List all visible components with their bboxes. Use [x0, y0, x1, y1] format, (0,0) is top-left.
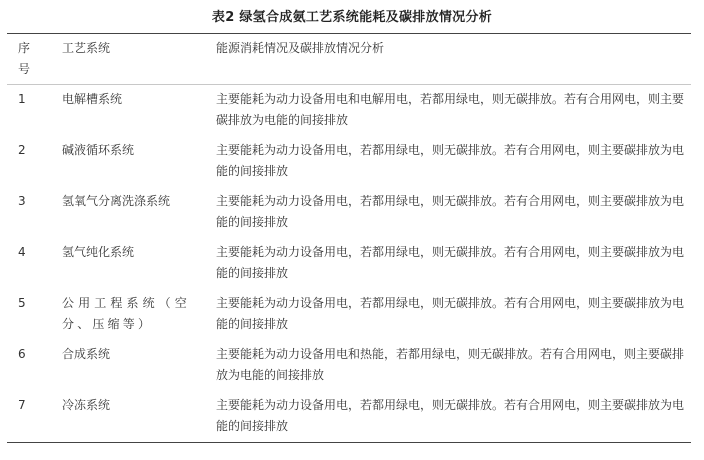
table-header-row: [7, 34, 691, 85]
row-no: 3: [18, 194, 26, 208]
row-system: 氢氧气分离洗涤系统: [62, 194, 171, 208]
row-system: 冷冻系统: [62, 398, 111, 412]
row-system: 碱液循环系统: [62, 143, 135, 157]
table-title: 表2 绿氢合成氨工艺系统能耗及碳排放情况分析: [211, 10, 493, 25]
table-row: [7, 238, 691, 289]
row-no: 6: [18, 347, 26, 361]
row-system: 氢气纯化系统: [62, 245, 135, 259]
row-no: 7: [18, 398, 26, 412]
table-row: [7, 391, 691, 442]
table-row: [7, 85, 691, 136]
row-analysis: 主要能耗为动力设备用电，若都用绿电，则无碳排放。若有合用网电，则主要碳排放为电能的间接排放: [216, 398, 685, 433]
table-row: [7, 289, 691, 340]
row-analysis: 主要能耗为动力设备用电，若都用绿电，则无碳排放。若有合用网电，则主要碳排放为电能的间接排放: [216, 143, 685, 178]
row-system: 电解槽系统: [62, 92, 123, 106]
row-analysis: 主要能耗为动力设备用电和电解用电，若都用绿电，则无碳排放。若有合用网电，则主要碳排放为电能的间接排放: [216, 92, 685, 127]
row-system: 合成系统: [62, 347, 111, 361]
row-analysis: 主要能耗为动力设备用电，若都用绿电，则无碳排放。若有合用网电，则主要碳排放为电能的间接排放: [216, 245, 685, 280]
header-system: 工艺系统: [62, 41, 111, 55]
table-row: [7, 136, 691, 187]
row-analysis: 主要能耗为动力设备用电，若都用绿电，则无碳排放。若有合用网电，则主要碳排放为电能的间接排放: [216, 296, 685, 331]
row-no: 5: [18, 296, 26, 310]
row-system: 公用工程系统（空分、压缩等）: [62, 296, 190, 331]
header-analysis: 能源消耗情况及碳排放情况分析: [216, 41, 385, 55]
row-analysis: 主要能耗为动力设备用电和热能，若都用绿电，则无碳排放。若有合用网电，则主要碳排放为电能的间接排放: [216, 347, 685, 382]
row-no: 1: [18, 92, 26, 106]
row-no: 4: [18, 245, 26, 259]
row-no: 2: [18, 143, 26, 157]
table-row: [7, 340, 691, 391]
analysis-table: [7, 33, 691, 443]
header-no: 序号: [18, 41, 31, 76]
row-analysis: 主要能耗为动力设备用电，若都用绿电，则无碳排放。若有合用网电，则主要碳排放为电能的间接排放: [216, 194, 685, 229]
table-row: [7, 187, 691, 238]
